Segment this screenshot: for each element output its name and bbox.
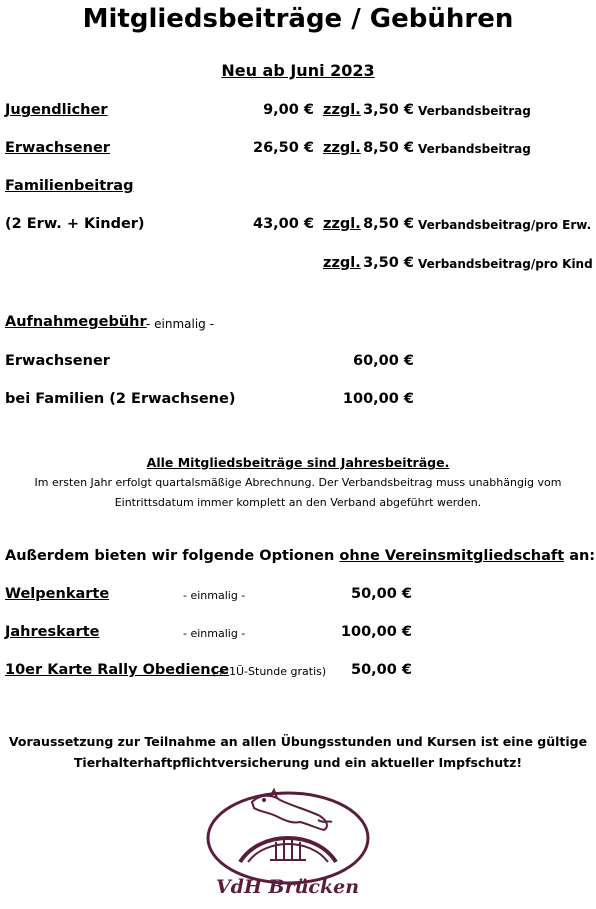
options-intro-b: ohne Vereinsmitgliedschaft (339, 548, 565, 564)
footer-line-2: Tierhalterhaftpflichtversicherung und ein aktueller Impfschutz! (73, 755, 523, 770)
fee-familie-amount: 43,00 € (252, 216, 314, 232)
club-logo (200, 780, 375, 905)
fee-familie-label: (2 Erw. + Kinder) (5, 216, 145, 232)
fee-jugendlicher-extra: 3,50 € (363, 102, 414, 118)
fee-jugendlicher-label: Jugendlicher (5, 102, 108, 118)
fee-familie-zzgl: zzgl. (323, 216, 361, 232)
fee-kind-note: Verbandsbeitrag/pro Kind (418, 257, 593, 271)
options-intro-c: an: (564, 548, 596, 564)
option-welpen-label: Welpenkarte (5, 586, 110, 602)
page-subtitle: Neu ab Juni 2023 (221, 61, 375, 80)
option-jahres-amount: 100,00 € (340, 624, 412, 640)
aufnahme-heading: Aufnahmegebühr (5, 314, 147, 330)
fee-kind-zzgl: zzgl. (323, 255, 361, 271)
page-title: Mitgliedsbeiträge / Gebühren (82, 4, 514, 34)
footer-line-1: Voraussetzung zur Teilnahme an allen Übungsstunden und Kursen ist eine gültige (8, 734, 588, 749)
fee-jugendlicher-amount: 9,00 € (263, 102, 314, 118)
fee-erwachsener-zzgl: zzgl. (323, 140, 361, 156)
fee-familie-note: Verbandsbeitrag/pro Erw. (418, 218, 592, 232)
aufnahme-note: - einmalig - (146, 317, 214, 331)
aufnahme-erw-label: Erwachsener (5, 353, 110, 369)
option-jahres-note: - einmalig - (183, 627, 246, 640)
option-welpen-amount: 50,00 € (350, 586, 412, 602)
fee-erwachsener-label: Erwachsener (5, 140, 110, 156)
fee-kind-extra: 3,50 € (363, 255, 414, 271)
options-intro-a: Außerdem bieten wir folgende Optionen (5, 548, 340, 564)
aufnahme-erw-amount: 60,00 € (352, 353, 414, 369)
logo-text: VdH Brücken (215, 876, 360, 898)
fee-jugendlicher-zzgl: zzgl. (323, 102, 361, 118)
option-rally-label: 10er Karte Rally Obedience (5, 662, 230, 678)
option-welpen-note: - einmalig - (183, 589, 246, 602)
info-heading: Alle Mitgliedsbeiträge sind Jahresbeiträge. (146, 455, 450, 470)
fee-familie-heading: Familienbeitrag (5, 178, 134, 194)
fee-familie-extra: 8,50 € (363, 216, 414, 232)
fee-erwachsener-note: Verbandsbeitrag (418, 142, 531, 156)
option-rally-amount: 50,00 € (350, 662, 412, 678)
option-jahres-label: Jahreskarte (5, 624, 100, 640)
fee-jugendlicher-note: Verbandsbeitrag (418, 104, 531, 118)
options-intro (5, 548, 595, 564)
info-line-1: Im ersten Jahr erfolgt quartalsmäßige Abrechnung. Der Verbandsbeitrag muss unabhängig vom (34, 476, 562, 489)
info-line-2: Eintrittsdatum immer komplett an den Verband abgeführt werden. (114, 496, 482, 509)
option-rally-note: (+ 1Ü-Stunde gratis) (212, 665, 327, 678)
aufnahme-fam-amount: 100,00 € (342, 391, 414, 407)
fee-erwachsener-amount: 26,50 € (252, 140, 314, 156)
aufnahme-fam-label: bei Familien (2 Erwachsene) (5, 391, 236, 407)
fee-erwachsener-extra: 8,50 € (363, 140, 414, 156)
